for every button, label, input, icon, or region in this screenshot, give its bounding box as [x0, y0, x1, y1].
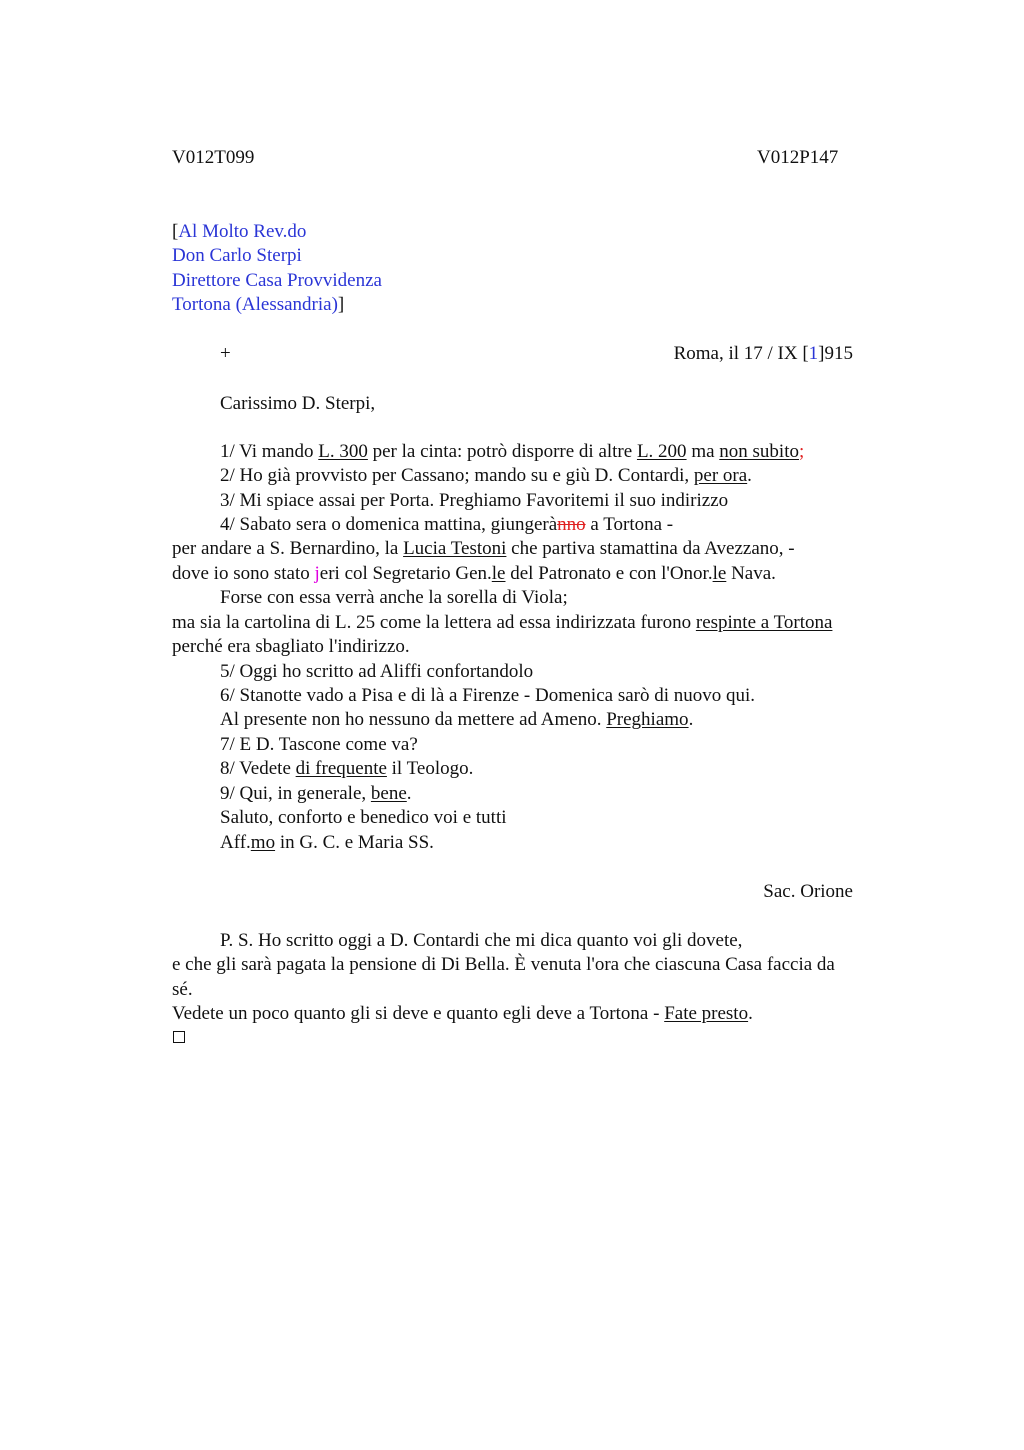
- postscript-line-2: e che gli sarà pagata la pensione di Di Bella. È venuta l'ora che ciascuna Casa faccia da: [172, 954, 835, 975]
- body-line-2: 2/ Ho già provvisto per Cassano; mando su e giù D. Contardi, per ora.: [220, 465, 752, 486]
- body-line-13: 7/ E D. Tascone come va?: [220, 734, 418, 755]
- address-line-1: [Al Molto Rev.do: [172, 221, 307, 242]
- body-line-6: dove io sono stato jeri col Segretario Gen.le del Patronato e con l'Onor.le Nava.: [172, 563, 776, 584]
- body-line-8: ma sia la cartolina di L. 25 come la lettera ad essa indirizzata furono respinte a Tortona: [172, 612, 833, 633]
- postscript-line-3: sé.: [172, 979, 193, 1000]
- body-line-4: 4/ Sabato sera o domenica mattina, giungerànno a Tortona -: [220, 514, 674, 535]
- end-square-icon: [173, 1031, 185, 1043]
- dateline: Roma, il 17 / IX [1]915: [673, 343, 853, 364]
- closing-line-1: Saluto, conforto e benedico voi e tutti: [220, 807, 507, 828]
- body-line-11: 6/ Stanotte vado a Pisa e di là a Firenze - Domenica sarò di nuovo qui.: [220, 685, 756, 706]
- salutation: Carissimo D. Sterpi,: [220, 393, 376, 414]
- body-line-9: perché era sbagliato l'indirizzo.: [172, 636, 410, 657]
- postscript-line-1: P. S. Ho scritto oggi a D. Contardi che mi dica quanto voi gli dovete,: [220, 930, 743, 951]
- body-line-14: 8/ Vedete di frequente il Teologo.: [220, 758, 474, 779]
- body-line-5: per andare a S. Bernardino, la Lucia Testoni che partiva stamattina da Avezzano, -: [172, 538, 795, 559]
- address-line-3: Direttore Casa Provvidenza: [172, 270, 382, 291]
- postscript-line-4: Vedete un poco quanto gli si deve e quanto egli deve a Tortona - Fate presto.: [172, 1003, 753, 1024]
- body-line-10: 5/ Oggi ho scritto ad Aliffi confortandolo: [220, 661, 534, 682]
- body-line-1: 1/ Vi mando L. 300 per la cinta: potrò disporre di altre L. 200 ma non subito;: [220, 441, 805, 462]
- address-line-2: Don Carlo Sterpi: [172, 245, 302, 266]
- body-line-12: Al presente non ho nessuno da mettere ad Ameno. Preghiamo.: [220, 709, 694, 730]
- body-line-15: 9/ Qui, in generale, bene.: [220, 783, 412, 804]
- cross-symbol: +: [220, 343, 231, 364]
- closing-line-2: Aff.mo in G. C. e Maria SS.: [220, 832, 434, 853]
- header-right-code: V012P147: [757, 147, 839, 168]
- address-line-4: Tortona (Alessandria)]: [172, 294, 345, 315]
- body-line-7: Forse con essa verrà anche la sorella di Viola;: [220, 587, 568, 608]
- header-left-code: V012T099: [172, 147, 255, 168]
- signature: Sac. Orione: [763, 881, 853, 902]
- body-line-3: 3/ Mi spiace assai per Porta. Preghiamo Favoritemi il suo indirizzo: [220, 490, 729, 511]
